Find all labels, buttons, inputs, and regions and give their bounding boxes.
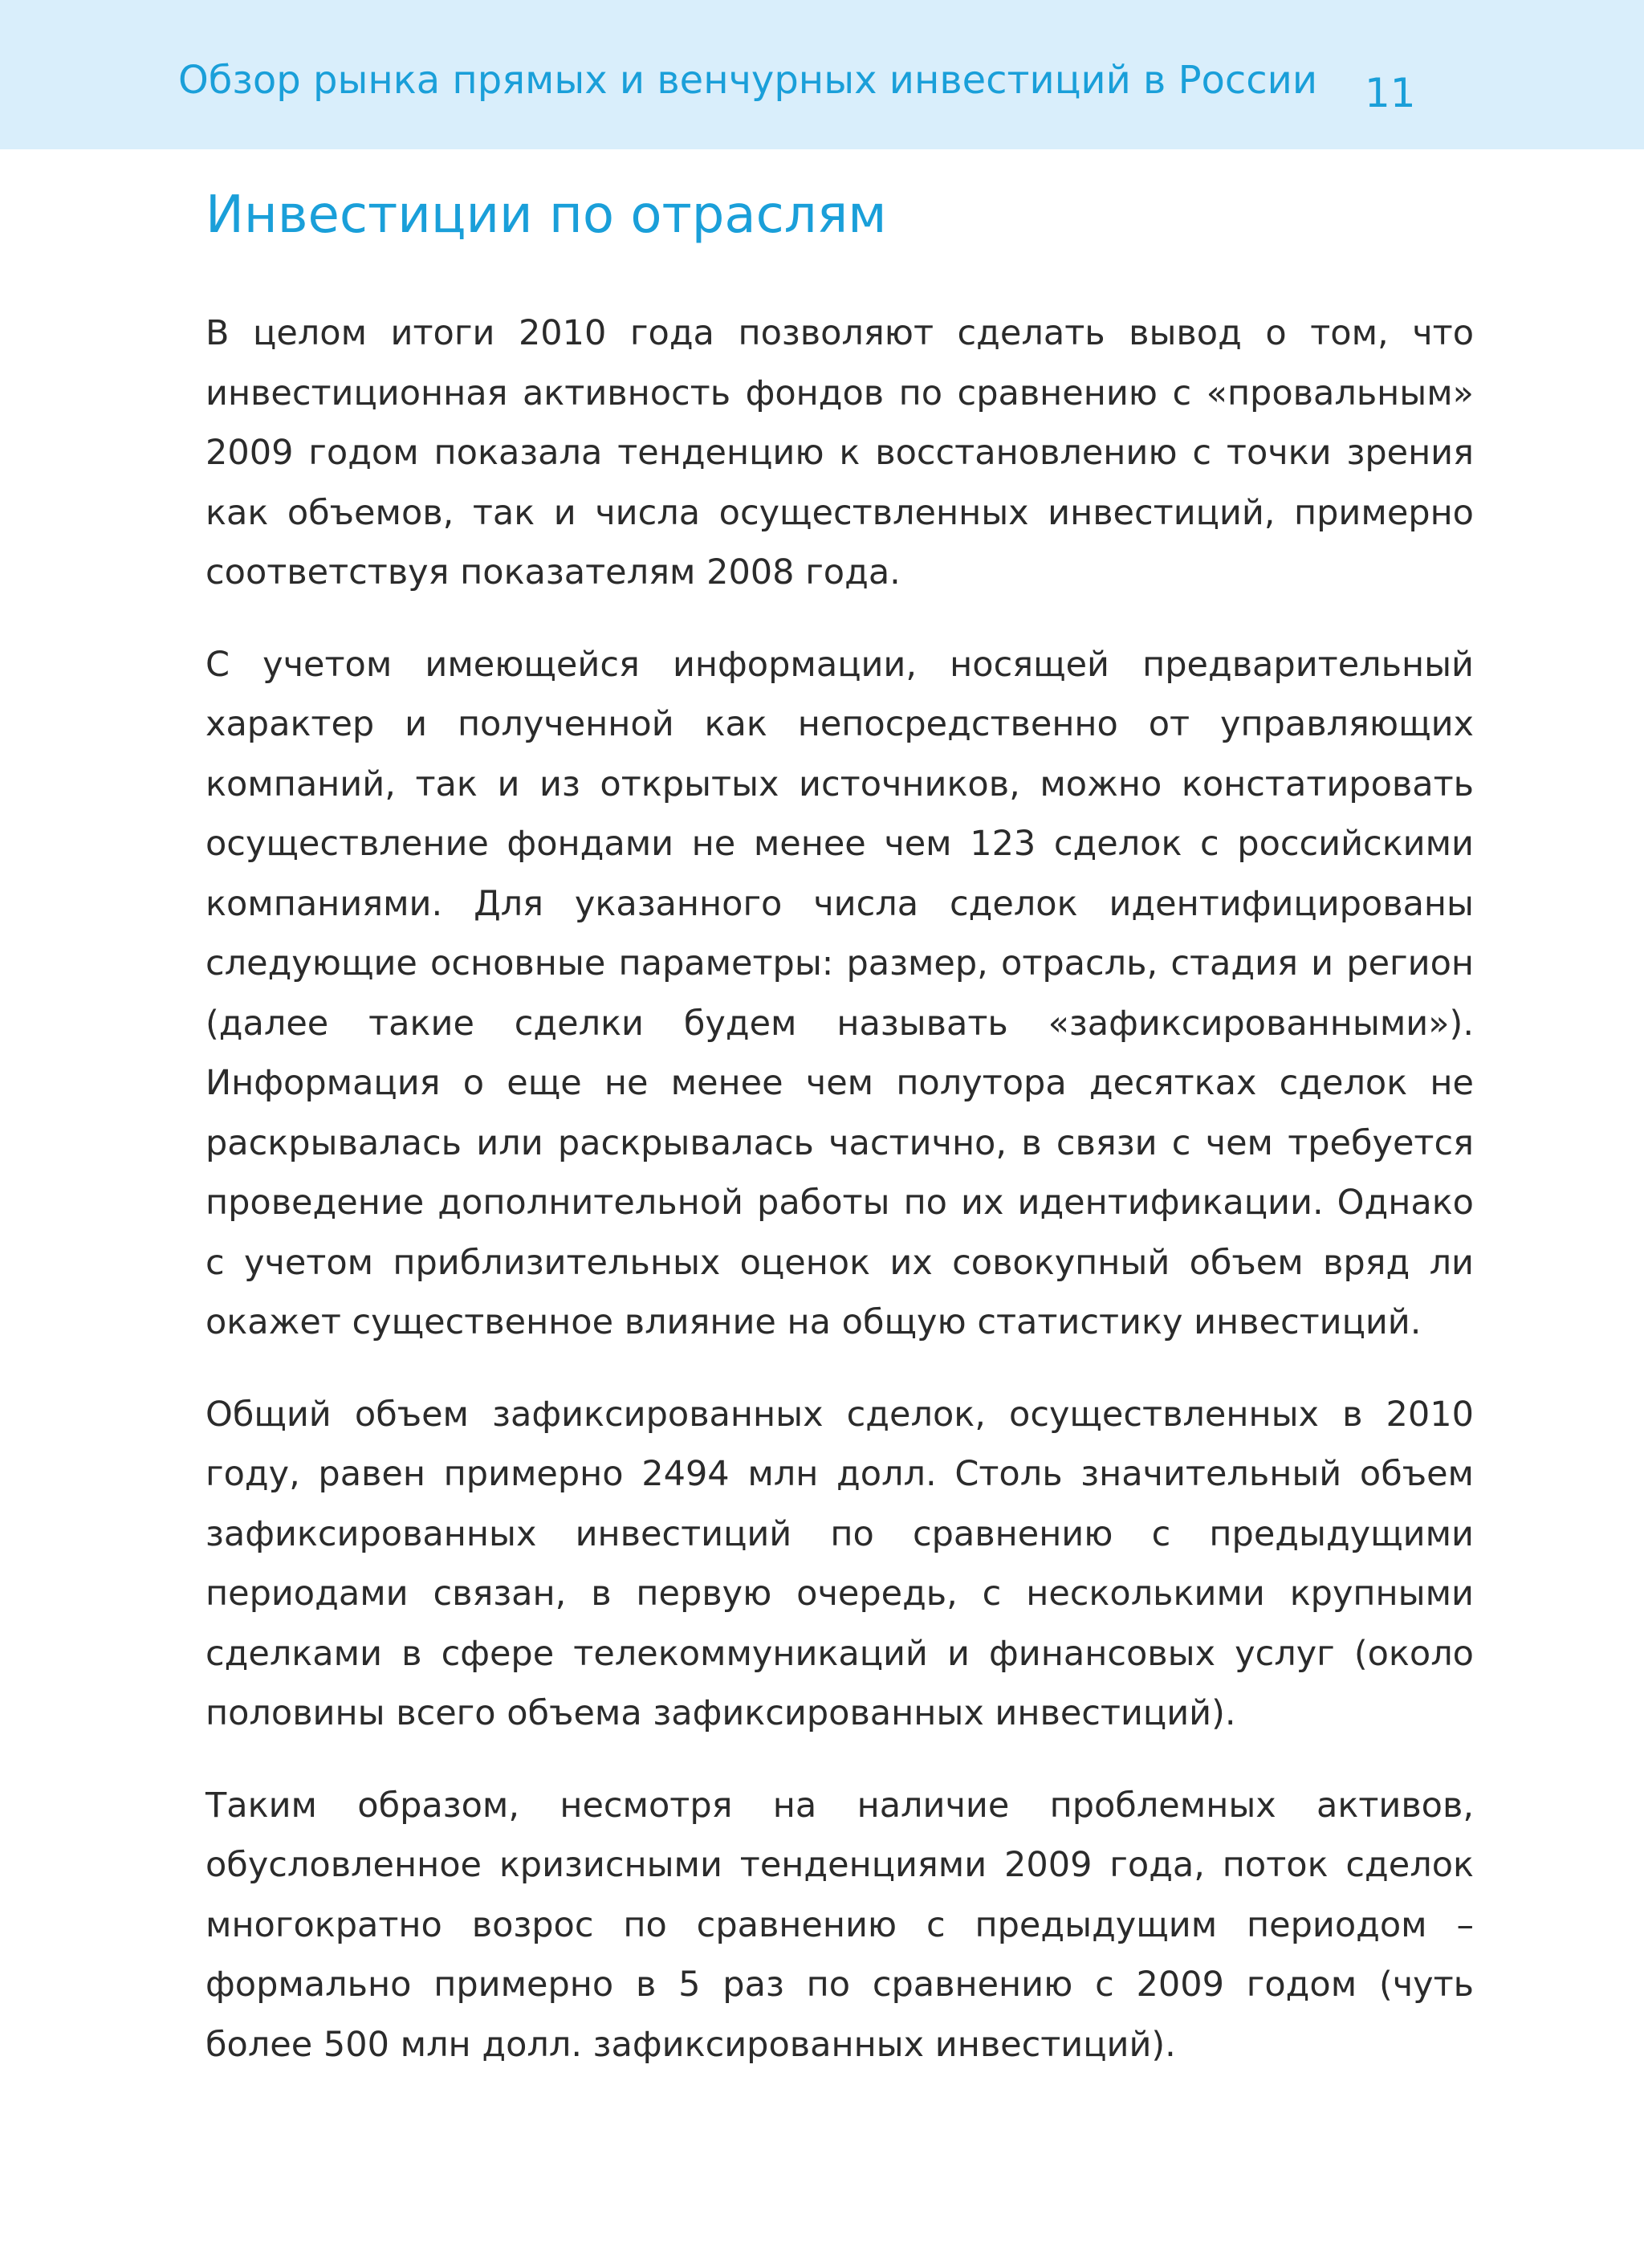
page-header bbox=[0, 0, 1644, 149]
paragraph-2: С учетом имеющейся информации, носящей предварительный характер и полученной как непосредственно от управляющих компаний, так и из открытых источников, можно констатировать осуществление фондами не менее чем 123 сделок с российскими компаниями. Для указанного числа сделок идентифицированы следующие основные параметры: размер, отрасль, стадия и регион (далее такие сделки будем называть «зафиксированными»). Информация о еще не менее чем полутора десятках сделок не раскрывалась или раскрывалась частично, в связи с чем требуется проведение дополнительной работы по их идентификации. Однако с учетом приблизительных оценок их совокупный объем вряд ли окажет существенное влияние на общую статистику инвестиций. bbox=[206, 644, 1474, 1342]
section-title: Инвестиции по отраслям bbox=[206, 185, 887, 245]
running-title: Обзор рынка прямых и венчурных инвестиций в России bbox=[178, 58, 1318, 103]
paragraph-1: В целом итоги 2010 года позволяют сделать вывод о том, что инвестиционная активность фондов по сравнению с «провальным» 2009 годом показала тенденцию к восстановлению с точки зрения как объемов, так и числа осуществленных инвестиций, примерно соответствуя показателям 2008 года. bbox=[206, 313, 1474, 592]
paragraph-4: Таким образом, несмотря на наличие проблемных активов, обусловленное кризисными тенденциями 2009 года, поток сделок многократно возрос по сравнению с предыдущим периодом – формально примерно в 5 раз по сравнению с 2009 годом (чуть более 500 млн долл. зафиксированных инвестиций). bbox=[206, 1785, 1474, 2065]
paragraph-3: Общий объем зафиксированных сделок, осуществленных в 2010 году, равен примерно 2494 млн долл. Столь значительный объем зафиксированных инвестиций по сравнению с предыдущими периодами связан, в первую очередь, с несколькими крупными сделками в сфере телекоммуникаций и финансовых услуг (около половины всего объема зафиксированных инвестиций). bbox=[206, 1394, 1474, 1733]
page-number: 11 bbox=[1365, 70, 1416, 116]
body-text bbox=[206, 303, 1474, 2075]
